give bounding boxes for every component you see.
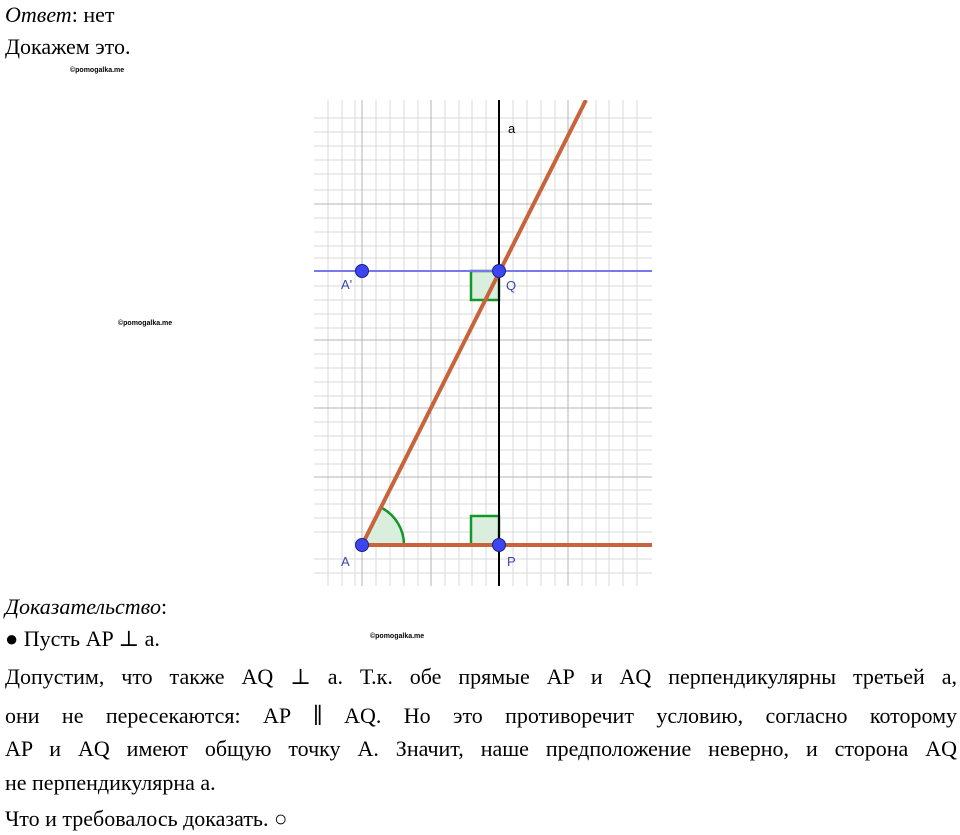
proof-bullet: ● Пусть AP ⊥ a. bbox=[5, 626, 160, 651]
line-aq bbox=[362, 100, 586, 545]
watermark: ©pomogalka.me bbox=[370, 633, 425, 640]
point-q bbox=[493, 265, 506, 278]
point-p bbox=[493, 539, 506, 552]
label-p: P bbox=[507, 554, 516, 569]
proof-heading bbox=[5, 592, 167, 622]
angle-arc bbox=[362, 508, 404, 545]
label-a: A bbox=[341, 554, 350, 569]
proof-line: Допустим, что также AQ ⊥ a. Т.к. обе прямые AP и AQ перпендикулярны третьей a, bbox=[5, 664, 957, 689]
proof-heading-label: Доказательство bbox=[5, 594, 161, 619]
proof-line: не перпендикулярна a. bbox=[5, 770, 216, 795]
watermark: ©pomogalka.me bbox=[70, 67, 125, 74]
label-a-prime: A' bbox=[341, 277, 353, 292]
intro-text: Докажем это. bbox=[5, 34, 131, 59]
proof-line: AP и AQ имеют общую точку A. Значит, наше предположение неверно, и сторона AQ bbox=[5, 736, 957, 761]
proof-conclusion: Что и требовалось доказать. ○ bbox=[5, 806, 288, 831]
point-a-prime bbox=[356, 265, 369, 278]
geometry-figure bbox=[314, 100, 652, 586]
grid-major bbox=[314, 100, 652, 586]
label-q: Q bbox=[506, 278, 517, 293]
watermark: ©pomogalka.me bbox=[118, 320, 173, 327]
point-a bbox=[356, 539, 369, 552]
answer-colon: : bbox=[71, 2, 78, 27]
grid bbox=[314, 100, 652, 586]
answer-value: нет bbox=[77, 2, 115, 27]
proof-heading-colon: : bbox=[160, 594, 168, 619]
answer-line bbox=[5, 0, 114, 30]
proof-line: они не пересекаются: AP ∥ AQ. Но это противоречит условию, согласно которому bbox=[5, 703, 957, 728]
label-line-a: a bbox=[508, 121, 516, 136]
answer-label: Ответ bbox=[5, 2, 72, 27]
